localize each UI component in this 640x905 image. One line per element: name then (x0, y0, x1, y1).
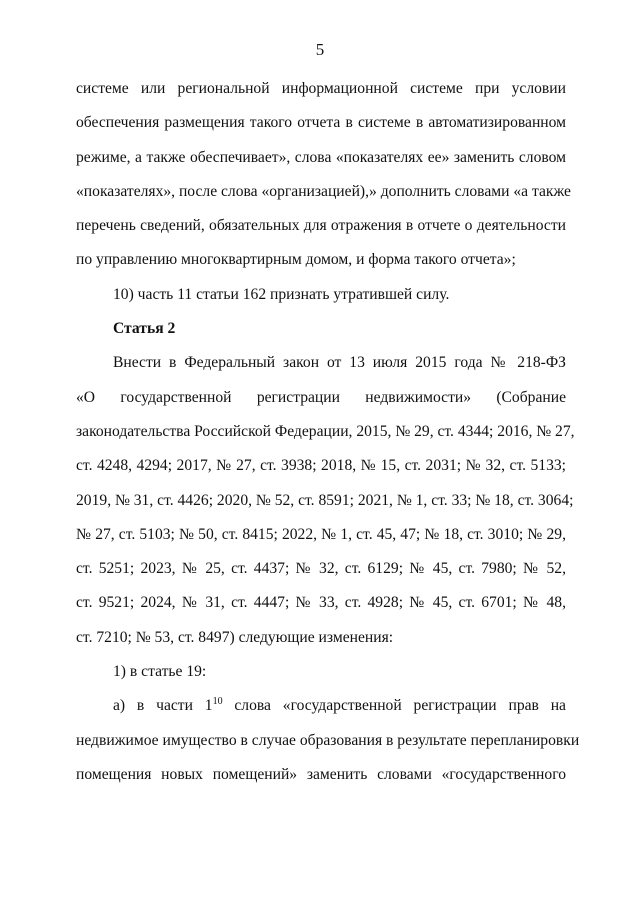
text-line: помещения новых помещений» заменить словами «государственного (76, 765, 566, 783)
text-line: ст. 5251; 2023, № 25, ст. 4437; № 32, ст. 6129; № 45, ст. 7980; № 52, (76, 560, 566, 578)
text-line: Внести в Федеральный закон от 13 июля 2015 года № 218-ФЗ (113, 354, 566, 372)
sub-item-a (76, 689, 566, 723)
text-line: системе или региональной информационной системе при условии (76, 80, 566, 97)
text-line: ст. 4248, 4294; 2017, № 27, ст. 3938; 2018, № 15, ст. 2031; № 32, ст. 5133; (76, 457, 566, 475)
text-line: обеспечения размещения такого отчета в системе в автоматизированном (76, 114, 566, 132)
page-number: 5 (315, 40, 325, 59)
sub-item-a-end: слова «государственной регистрации прав на (222, 697, 566, 715)
text-line: перечень сведений, обязательных для отражения в отчете о деятельности (76, 217, 566, 235)
text-line: № 27, ст. 5103; № 50, ст. 8415; 2022, № 1, ст. 45, 47; № 18, ст. 3010; № 29, (76, 525, 566, 543)
text-line: по управлению многоквартирным домом, и форма такого отчета»; (76, 251, 516, 269)
text-line: недвижимое имущество в случае образования в результате перепланировки (76, 731, 580, 749)
text-line: законодательства Российской Федерации, 2015, № 29, ст. 4344; 2016, № 27, (76, 422, 575, 440)
text-line: «О государственной регистрации недвижимости» (Собрание (76, 388, 566, 406)
text-line: «показателях», после слова «организацией),» дополнить словами «а также (76, 182, 571, 200)
article-heading: Статья 2 (113, 320, 176, 338)
sub-item-a-start: а) в части 1 (113, 697, 213, 715)
list-item-10: 10) часть 11 статьи 162 признать утратившей силу. (113, 285, 450, 303)
text-line: ст. 7210; № 53, ст. 8497) следующие изменения: (76, 628, 394, 646)
text-line: ст. 9521; 2024, № 31, ст. 4447; № 33, ст. 4928; № 45, ст. 6701; № 48, (76, 594, 566, 612)
text-line: 2019, № 31, ст. 4426; 2020, № 52, ст. 8591; 2021, № 1, ст. 33; № 18, ст. 3064; (76, 491, 574, 509)
text-line: режиме, а также обеспечивает», слова «показателях ее» заменить словом (76, 148, 566, 166)
list-item-1: 1) в статье 19: (113, 663, 207, 681)
document-body (76, 72, 580, 792)
superscript: 10 (212, 696, 223, 708)
